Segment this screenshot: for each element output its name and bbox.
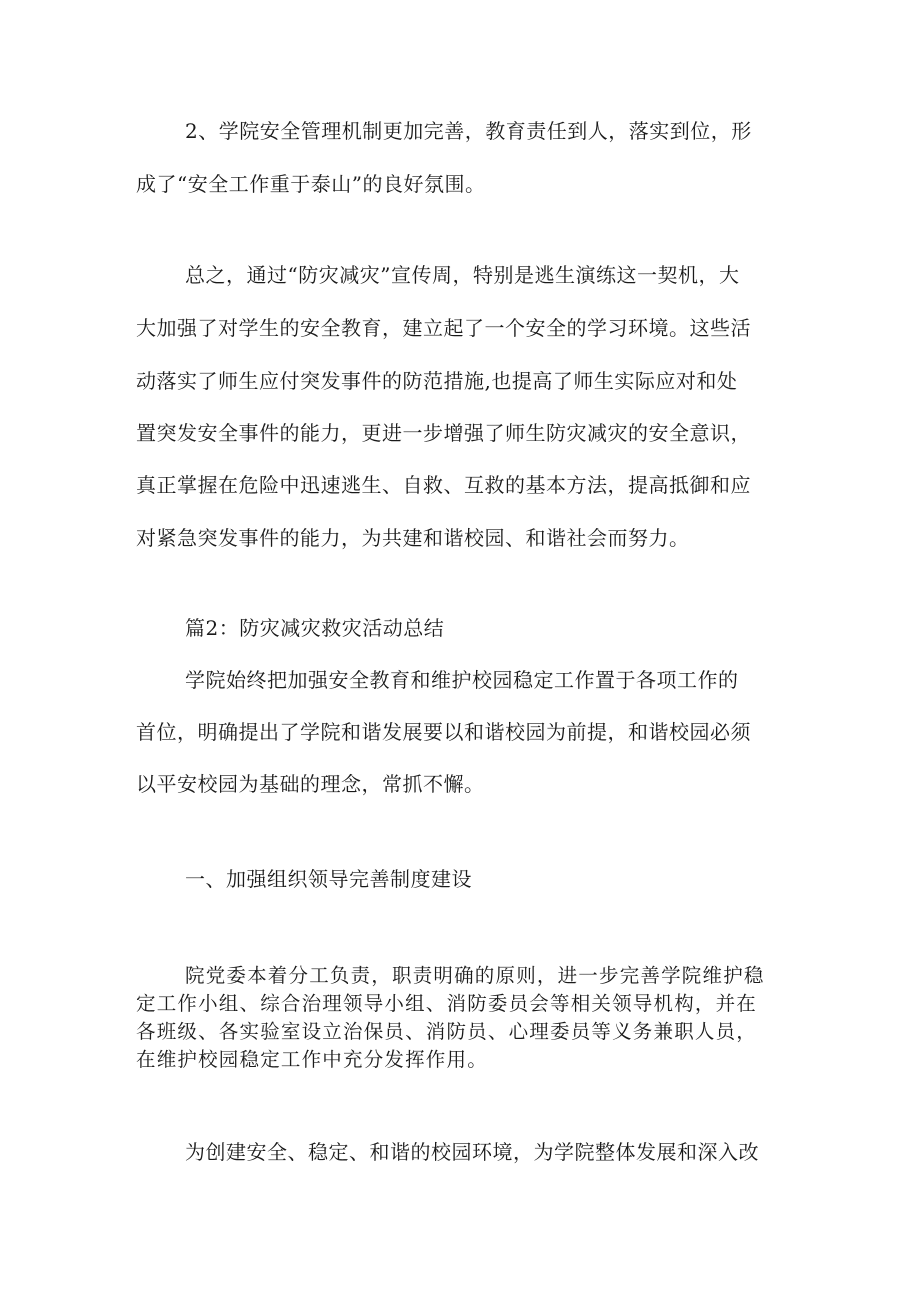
paragraph-2-line-4: 置突发安全事件的能力，更进一步增强了师生防灾减灾的安全意识，: [136, 421, 751, 445]
paragraph-2-line-5: 真正掌握在危险中迅速逃生、自救、互救的基本方法，提高抵御和应: [136, 473, 751, 497]
paragraph-2-line-6: 对紧急突发事件的能力，为共建和谐校园、和谐社会而努力。: [136, 526, 690, 550]
paragraph-4-line-1: 院党委本着分工负责，职责明确的原则，进一步完善学院维护稳: [185, 964, 765, 987]
paragraph-2-line-1: 总之，通过“防灾减灾”宣传周，特别是逃生演练这一契机，大: [185, 263, 740, 287]
paragraph-4-line-4: 在维护校园稳定工作中充分发挥作用。: [136, 1048, 488, 1071]
paragraph-1-line-1: 2、学院安全管理机制更加完善，教育责任到人，落实到位，形: [185, 119, 752, 143]
paragraph-2-line-3: 动落实了师生应付突发事件的防范措施,也提高了师生实际应对和处: [136, 369, 738, 393]
paragraph-4-line-3: 各班级、各实验室设立治保员、消防员、心理委员等义务兼职人员，: [136, 1020, 758, 1043]
section-title: 篇2：防灾减灾救灾活动总结: [185, 616, 445, 640]
subheading-1: 一、加强组织领导完善制度建设: [185, 867, 472, 891]
paragraph-5-line-1: 为创建安全、稳定、和谐的校园环境，为学院整体发展和深入改: [185, 1140, 759, 1164]
paragraph-2-line-2: 大加强了对学生的安全教育，建立起了一个安全的学习环境。这些活: [136, 316, 751, 340]
paragraph-1-line-2: 成了“安全工作重于泰山”的良好氛围。: [136, 172, 486, 196]
paragraph-3-line-3: 以平安校园为基础的理念，常抓不懈。: [136, 772, 485, 796]
paragraph-3-line-2: 首位，明确提出了学院和谐发展要以和谐校园为前提，和谐校园必须: [136, 720, 751, 744]
paragraph-4-line-2: 定工作小组、综合治理领导小组、消防委员会等相关领导机构，并在: [136, 992, 758, 1015]
paragraph-3-line-1: 学院始终把加强安全教育和维护校园稳定工作置于各项工作的: [185, 668, 739, 692]
